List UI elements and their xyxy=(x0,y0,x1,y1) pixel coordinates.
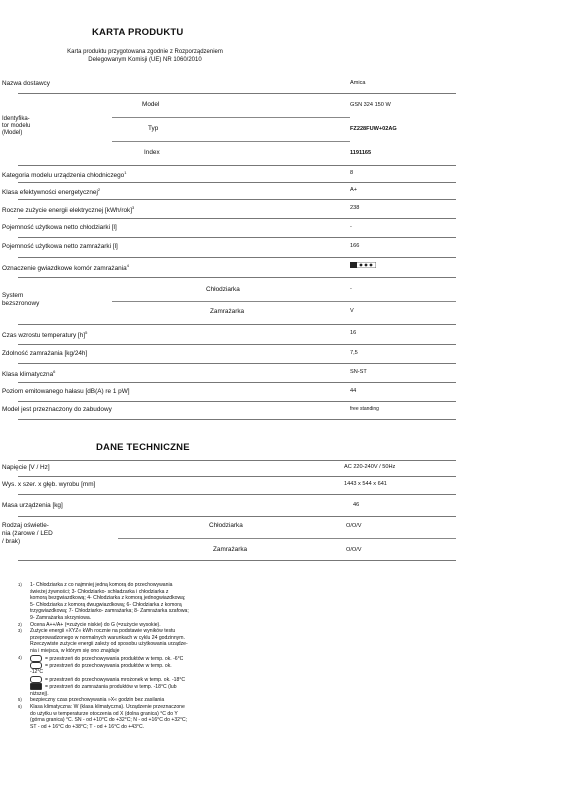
footnotes xyxy=(18,582,318,730)
type-label: Typ xyxy=(148,125,159,132)
one-star-icon xyxy=(30,655,42,662)
footnote-6: 6) Klasa klimatyczna: W (klasa klimatyczna). Urządzenie przeznaczone do użytku w temperaturze otoczenia od X (dolna granica) °C do Y (górna granica) °C. SN - od +10°C do +32°C; N - od +16°C do +32°C; ST - od + 16°C do +38°C; T - od + 16°C do +43°C. xyxy=(18,704,188,730)
index-label: Index xyxy=(144,149,160,156)
model-value: GSN 324 150 W xyxy=(350,102,391,108)
type-value: FZ228FUW+02AG xyxy=(350,126,397,132)
nofrost-block: System bezszronowy Chłodziarka - Zamrażarka V xyxy=(2,286,354,315)
footnote-1: 1) 1- Chłodziarka z co najmniej jedną komorą do przechowywania świeżej żywności; 3- Chłodziarko- schładzarka i chłodziarka z komorą bezgwiazdkową; 4- Chłodziarka z komorą jednogwiazdkową; 5- Chłodziarka z komorą dwugwiazdkową; 6- Chłodziarka z komorą trzygwiazdkową; 7- Chłodziarko- zamrażarka; 8- Zamrażarka szafowa; 9- Zamrażarka skrzyniowa. xyxy=(18,582,189,621)
technical-title: DANE TECHNICZNE xyxy=(96,442,190,453)
product-card-title: KARTA PRODUKTU xyxy=(92,27,184,38)
three-star-icon xyxy=(30,676,42,683)
four-star-icon xyxy=(30,683,42,690)
footnote-2: 2) Ocena A++/A+ (=zużycie niskie) do G (=zużycie wysokie). xyxy=(18,621,161,628)
footnote-4: 4) = przestrzeń do przechowywania produktów w temp. ok. -6°C = przestrzeń do przechowywania produktów w temp. ok. -12°C = przestrzeń do przechowywania mrożonek w temp. ok. -18°C = przestrzeń do zamrażania produktów w temp. -18°C (lub niższej). xyxy=(18,654,186,697)
lighting-block: Rodzaj oświetle- nia (żarowe / LED / brak) Chłodziarka O/O/V Zamrażarka O/O/V xyxy=(2,522,362,553)
four-star-freezer-icon xyxy=(350,262,376,268)
product-card-page: KARTA PRODUKTU Karta produktu przygotowana zgodnie z Rozporządzeniem Delegowanym Komisji (UE) NR 1060/2010 Nazwa dostawcy Amica Identyfika- tor modelu (Model) Model GSN 324 150 W Typ FZ228FUW+02AG Index 1191165 Kategoria modelu urządzenia chłodniczego$^1$ 8 Klasa efektywności energetycznej$^2$ A+ Roczne zużycie energii elektrycznej $[kWh/rok]^3$ 238 Pojemność użytkowa netto chłodziarki [l] - Pojemność użytkowa netto zamrażarki [l] 166 Oznaczenie gwiazdkowe komór zamrażania$^4$ System bezszronowy Chłodziarka - Zamrażarka V Czas wzrostu temperatury $[h]^5$ 16 Zdolność zamrażania [kg/24h] 7,5 Klasa klimatyczna$^6$ SN-ST Poziom emitowanego hałasu [dB(A) re 1 pW] 44 Model jest przeznaczony do zabudowy free standing DANE TECHNICZNE Napięcie [V / Hz] AC 220-240V / 50Hz Wys. x szer. x głęb. wyrobu [mm] 1443 x 544 x 641 Masa urządzenia [kg] 46 Rodzaj oświetle- nia (żarowe / LED / brak) Chłodziarka O/O/V Zamrażarka O/O/V 1) 1- Chłodziarka z co najmniej jedną komorą do przechowywania świeżej żywności; 3- Chłodziarko- schładzarka i chłodziarka z komorą bezgwiazdkową; 4- Chłodziarka z komorą jednogwiazdkową; 5- Chłodziarka z komorą dwugwiazdkową; 6- Chłodziarka z komorą trzygwiazdkową; 7- Chłodziarko- zamrażarka; 8- Zamrażarka szafowa; 9- Zamrażarka skrzyniowa. 2) Ocena A++/A+ (=zużycie niskie) do G (=zużycie wysokie). 3) Zużycie energii »XYZ« kWh rocznie na podstawie wyników testu przeprowadzonego w normalnych warunkach w cyklu 24 godzinnym. Rzeczywiste zużycie energii zależy od sposobu użytkowania urządze- nia i miejsca, w którym się ono znajduje 4) = przestrzeń do przechowywania produktów w temp. ok. -6°C = przestrzeń do przechowywania produktów w temp. ok. -12°C = przestrzeń do przechowywania mrożonek w temp. ok. -18°C = przestrzeń do zamrażania produktów w temp. -18°C (lub niższej). 5) bezpieczny czas przechowywania »X« godzin bez zasilania 6) Klasa klimatyczna: W (klasa klimatyczna). Urządzenie przeznaczone do użytku w temperaturze otoczenia od X (dolna granica) °C do Y (górna granica) °C. SN - od +10°C do +32°C; N - od +16°C do +32°C; ST - od + 16°C do +38°C; T - od + 16°C do +43°C. xyxy=(0,0,565,800)
identifier-block: Identyfika- tor modelu (Model) Model GSN 324 150 W Typ FZ228FUW+02AG Index 1191165 xyxy=(0,94,438,164)
footnote-3: 3) Zużycie energii »XYZ« kWh rocznie na podstawie wyników testu przeprowadzonego w normalnych warunkach w cyklu 24 godzinnym. Rzeczywiste zużycie energii zależy od sposobu użytkowania urządze- nia i miejsca, w którym się ono znajduje xyxy=(18,628,188,654)
model-label: Model xyxy=(142,101,160,108)
index-value: 1191165 xyxy=(350,150,372,156)
two-star-icon xyxy=(30,662,42,669)
footnote-5: 5) bezpieczny czas przechowywania »X« godzin bez zasilania xyxy=(18,697,165,704)
product-card-subtitle: Karta produktu przygotowana zgodnie z Rozporządzeniem Delegowanym Komisji (UE) NR 1060/2010 xyxy=(67,49,223,63)
